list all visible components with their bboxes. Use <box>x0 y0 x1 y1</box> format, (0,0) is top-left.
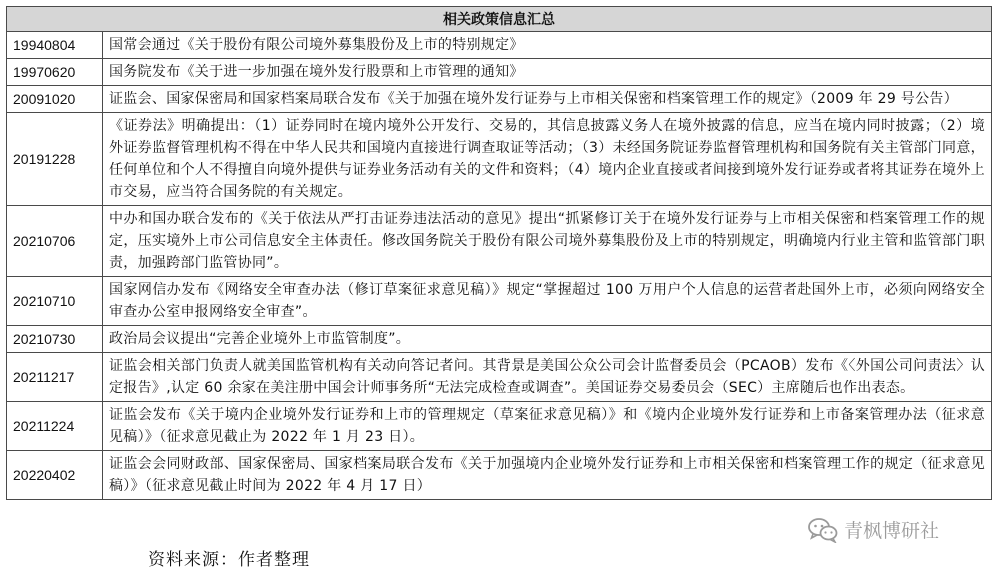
source-note: 资料来源：作者整理 <box>148 550 310 570</box>
table-row <box>7 277 992 326</box>
row-description: 《证券法》明确提出：（1）证券同时在境内境外公开发行、交易的，其信息披露义务人在境外披露的信息，应当在境内同时披露；（2）境外证券监督管理机构不得在中华人民共和国境内直接进行调查取证等活动；（3）未经国务院证券监督管理机构和国务院有关主管部门同意，任何单位和个人不得擅自向境外提供与证券业务活动有关的文件和资料；（4）境内企业直接或者间接到境外发行证券或者将其证券在境外上市交易，应当符合国务院的有关规定。 <box>103 113 992 206</box>
table-title: 相关政策信息汇总 <box>7 7 992 32</box>
row-description: 证监会会同财政部、国家保密局、国家档案局联合发布《关于加强境内企业境外发行证券和上市相关保密和档案管理工作的规定（征求意见稿）》（征求意见截止时间为 2022 年 4 月 17 日） <box>103 451 992 500</box>
row-description: 政治局会议提出“完善企业境外上市监管制度”。 <box>103 326 992 353</box>
policy-summary-table <box>6 6 992 500</box>
row-date: 19970620 <box>7 59 103 86</box>
row-date: 20220402 <box>7 451 103 500</box>
row-description: 中办和国办联合发布的《关于依法从严打击证券违法活动的意见》提出“抓紧修订关于在境外发行证券与上市相关保密和档案管理工作的规定，压实境外上市公司信息安全主体责任。修改国务院关于股份有限公司境外募集股份及上市的特别规定，明确境内行业主管和监管部门职责，加强跨部门监管协同”。 <box>103 206 992 277</box>
row-date: 19940804 <box>7 32 103 59</box>
row-date: 20091020 <box>7 86 103 113</box>
table-row <box>7 206 992 277</box>
row-date: 20211224 <box>7 402 103 451</box>
table-row <box>7 326 992 353</box>
row-description: 国常会通过《关于股份有限公司境外募集股份及上市的特别规定》 <box>103 32 992 59</box>
table-row <box>7 402 992 451</box>
row-description: 国务院发布《关于进一步加强在境外发行股票和上市管理的通知》 <box>103 59 992 86</box>
row-date: 20211217 <box>7 353 103 402</box>
row-description: 国家网信办发布《网络安全审查办法（修订草案征求意见稿）》规定“掌握超过 100 万用户个人信息的运营者赴国外上市，必须向网络安全审查办公室申报网络安全审查”。 <box>103 277 992 326</box>
row-date: 20210706 <box>7 206 103 277</box>
watermark <box>808 516 939 543</box>
table-row <box>7 86 992 113</box>
wechat-icon <box>808 517 838 543</box>
table-row <box>7 113 992 206</box>
table-row <box>7 451 992 500</box>
row-date: 20210710 <box>7 277 103 326</box>
row-description: 证监会发布《关于境内企业境外发行证券和上市的管理规定（草案征求意见稿）》和《境内企业境外发行证券和上市备案管理办法（征求意见稿）》（征求意见截止为 2022 年 1 月 23 日）。 <box>103 402 992 451</box>
row-date: 20191228 <box>7 113 103 206</box>
row-description: 证监会、国家保密局和国家档案局联合发布《关于加强在境外发行证券与上市相关保密和档案管理工作的规定》（2009 年 29 号公告） <box>103 86 992 113</box>
table-row <box>7 353 992 402</box>
table-row <box>7 32 992 59</box>
watermark-text: 青枫博研社 <box>844 520 940 542</box>
row-date: 20210730 <box>7 326 103 353</box>
table-row <box>7 59 992 86</box>
row-description: 证监会相关部门负责人就美国监管机构有关动向答记者问。其背景是美国公众公司会计监督委员会（PCAOB）发布《〈外国公司问责法〉认定报告》,认定 60 余家在美注册中国会计师事务所“无法完成检查或调查”。美国证券交易委员会（SEC）主席随后也作出表态。 <box>103 353 992 402</box>
